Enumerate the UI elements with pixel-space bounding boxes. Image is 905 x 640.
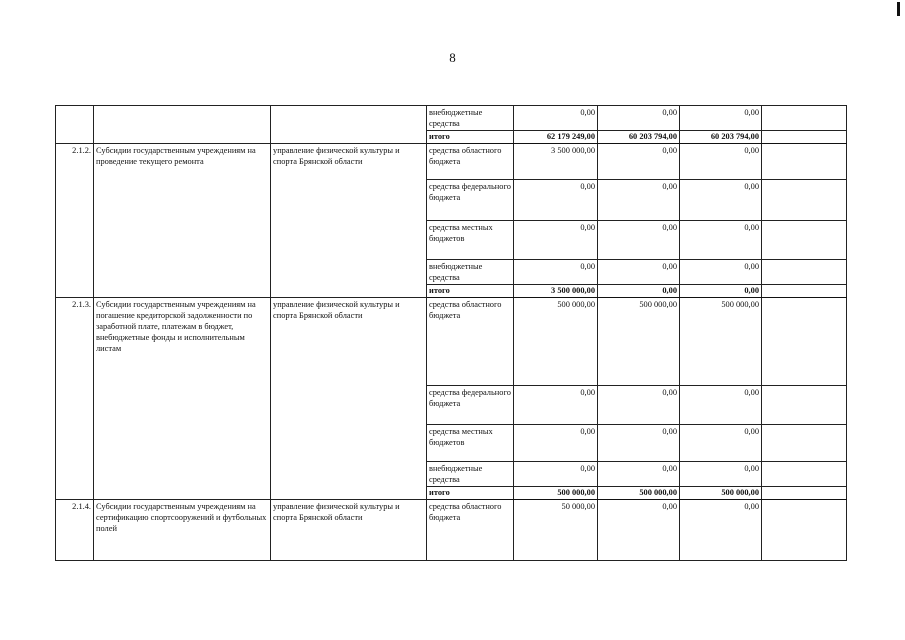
code-cell: 2.1.4. (56, 500, 94, 561)
executor-cell: управление физической культуры и спорта Брянской области (271, 298, 427, 500)
value-cell: 0,00 (680, 260, 762, 285)
value-cell: 50 000,00 (514, 500, 598, 561)
scan-edge-mark (897, 2, 900, 16)
empty-cell (762, 425, 847, 462)
empty-cell (762, 500, 847, 561)
total-label: итого (427, 285, 514, 298)
code-cell (56, 106, 94, 144)
empty-cell (762, 285, 847, 298)
total-value: 0,00 (680, 285, 762, 298)
table-row (56, 144, 847, 180)
value-cell: 0,00 (598, 106, 680, 131)
value-cell: 0,00 (514, 425, 598, 462)
empty-cell (762, 386, 847, 425)
source-cell: внебюджетные средства (427, 260, 514, 285)
value-cell: 0,00 (680, 144, 762, 180)
source-cell: внебюджетные средства (427, 106, 514, 131)
total-value: 60 203 794,00 (598, 131, 680, 144)
value-cell: 0,00 (598, 462, 680, 487)
total-value: 60 203 794,00 (680, 131, 762, 144)
budget-table (55, 105, 847, 561)
value-cell: 3 500 000,00 (514, 144, 598, 180)
value-cell: 0,00 (598, 425, 680, 462)
value-cell: 0,00 (598, 500, 680, 561)
total-value: 62 179 249,00 (514, 131, 598, 144)
value-cell: 0,00 (680, 500, 762, 561)
value-cell: 500 000,00 (598, 298, 680, 386)
empty-cell (762, 131, 847, 144)
value-cell: 0,00 (680, 425, 762, 462)
total-label: итого (427, 487, 514, 500)
empty-cell (762, 180, 847, 221)
source-cell: средства областного бюджета (427, 144, 514, 180)
total-value: 0,00 (598, 285, 680, 298)
table-row (56, 298, 847, 386)
empty-cell (762, 487, 847, 500)
total-value: 500 000,00 (514, 487, 598, 500)
executor-cell: управление физической культуры и спорта Брянской области (271, 500, 427, 561)
name-cell: Субсидии государственным учреждениям на проведение текущего ремонта (94, 144, 271, 298)
name-cell (94, 106, 271, 144)
empty-cell (762, 221, 847, 260)
executor-cell: управление физической культуры и спорта Брянской области (271, 144, 427, 298)
code-cell: 2.1.2. (56, 144, 94, 298)
value-cell: 0,00 (514, 386, 598, 425)
source-cell: средства областного бюджета (427, 298, 514, 386)
empty-cell (762, 106, 847, 131)
value-cell: 0,00 (680, 180, 762, 221)
source-cell: средства областного бюджета (427, 500, 514, 561)
table-row (56, 500, 847, 561)
value-cell: 0,00 (514, 221, 598, 260)
name-cell: Субсидии государственным учреждениям на погашение кредиторской задолженности по заработной плате, платежам в бюджет, внебюджетные фонды и исполнительным листам (94, 298, 271, 500)
value-cell: 0,00 (598, 180, 680, 221)
code-cell: 2.1.3. (56, 298, 94, 500)
empty-cell (762, 298, 847, 386)
empty-cell (762, 144, 847, 180)
value-cell: 0,00 (680, 221, 762, 260)
total-value: 500 000,00 (598, 487, 680, 500)
value-cell: 0,00 (598, 144, 680, 180)
value-cell: 0,00 (680, 386, 762, 425)
value-cell: 0,00 (680, 462, 762, 487)
name-cell: Субсидии государственным учреждениям на сертификацию спортсооружений и футбольных полей (94, 500, 271, 561)
value-cell: 0,00 (514, 462, 598, 487)
source-cell: внебюджетные средства (427, 462, 514, 487)
value-cell: 0,00 (514, 180, 598, 221)
value-cell: 0,00 (514, 260, 598, 285)
value-cell: 0,00 (598, 260, 680, 285)
table-row (56, 106, 847, 131)
empty-cell (762, 462, 847, 487)
empty-cell (762, 260, 847, 285)
value-cell: 0,00 (598, 221, 680, 260)
total-value: 500 000,00 (680, 487, 762, 500)
source-cell: средства местных бюджетов (427, 425, 514, 462)
executor-cell (271, 106, 427, 144)
value-cell: 0,00 (680, 106, 762, 131)
total-value: 3 500 000,00 (514, 285, 598, 298)
page-number: 8 (449, 50, 456, 65)
source-cell: средства местных бюджетов (427, 221, 514, 260)
value-cell: 0,00 (514, 106, 598, 131)
value-cell: 500 000,00 (680, 298, 762, 386)
value-cell: 0,00 (598, 386, 680, 425)
value-cell: 500 000,00 (514, 298, 598, 386)
total-label: итого (427, 131, 514, 144)
source-cell: средства федерального бюджета (427, 386, 514, 425)
source-cell: средства федерального бюджета (427, 180, 514, 221)
